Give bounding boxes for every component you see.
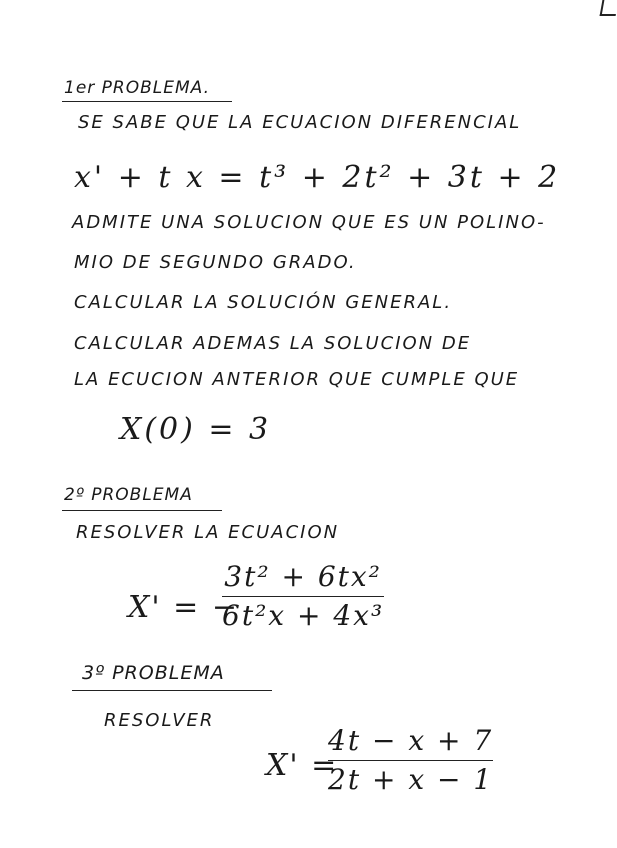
problem1-title: 1er PROBLEMA.: [64, 78, 211, 98]
problem1-equation: x' + t x = t³ + 2t² + 3t + 2: [74, 160, 561, 195]
problem2-denominator: 6t²x + 4x³: [222, 599, 385, 632]
problem2-line1: RESOLVER LA ECUACION: [76, 522, 340, 543]
corner-mark: [600, 0, 617, 16]
problem3-lhs: X' =: [266, 748, 339, 783]
problem3-fraction-bar: [328, 760, 493, 761]
problem2-title: 2º PROBLEMA: [64, 485, 193, 505]
problem1-line6: LA ECUCION ANTERIOR QUE CUMPLE QUE: [74, 369, 520, 390]
problem3-line1: RESOLVER: [104, 710, 215, 731]
problem1-line3: MIO DE SEGUNDO GRADO.: [74, 252, 357, 273]
problem3-fraction: [328, 724, 493, 797]
problem1-line5: CALCULAR ADEMAS LA SOLUCION DE: [74, 333, 472, 354]
problem3-title-underline: [72, 690, 272, 691]
problem1-line4: CALCULAR LA SOLUCIÓN GENERAL.: [74, 292, 453, 313]
problem2-lhs: X' = −: [128, 590, 239, 625]
problem3-numerator: 4t − x + 7: [328, 724, 494, 757]
problem1-title-underline: [62, 101, 232, 102]
problem2-numerator: 3t² + 6tx²: [224, 560, 382, 593]
problem3-denominator: 2t + x − 1: [328, 763, 494, 796]
problem2-fraction: [222, 560, 384, 633]
problem1-line2: ADMITE UNA SOLUCION QUE ES UN POLINO-: [72, 212, 546, 233]
problem3-title: 3º PROBLEMA: [82, 662, 225, 684]
problem2-fraction-bar: [222, 596, 384, 597]
problem1-condition: X(0) = 3: [120, 412, 272, 447]
problem2-title-underline: [62, 510, 222, 511]
problem1-line1: SE SABE QUE LA ECUACION DIFERENCIAL: [78, 112, 522, 133]
